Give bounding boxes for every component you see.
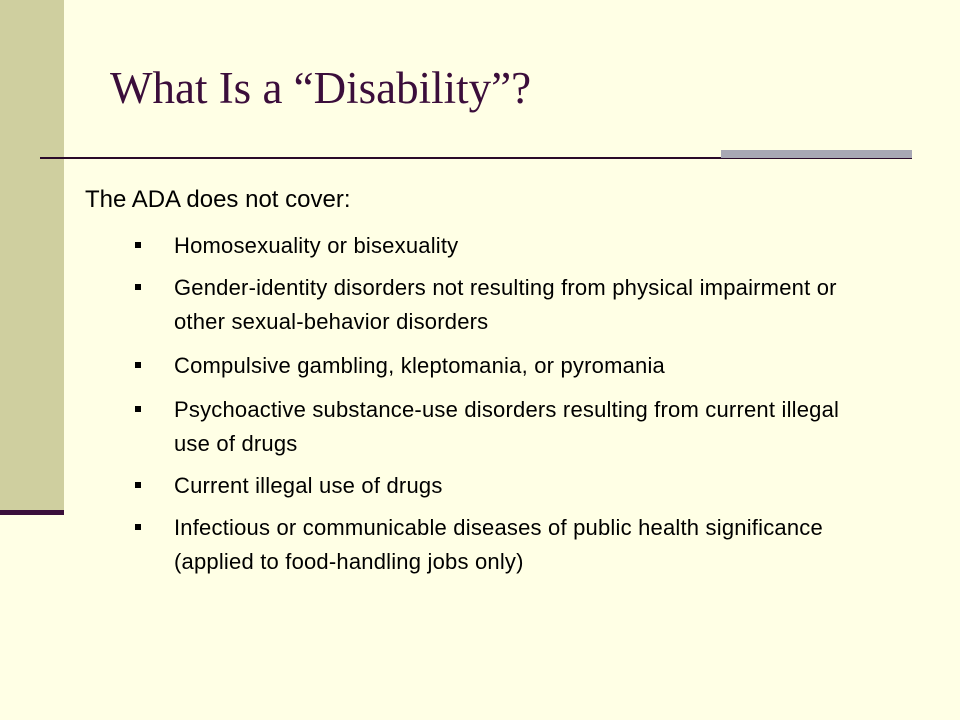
square-bullet-icon (135, 284, 141, 290)
bullet-text: Gender-identity disorders not resulting from physical impairment or other sexual-behavior disorders (174, 275, 837, 334)
bullet-text: Infectious or communicable diseases of public health significance (applied to food-handling jobs only) (174, 515, 823, 574)
square-bullet-icon (135, 362, 141, 368)
square-bullet-icon (135, 406, 141, 412)
square-bullet-icon (135, 242, 141, 248)
bullet-text: Psychoactive substance-use disorders resulting from current illegal use of drugs (174, 397, 840, 456)
bullet-text: Compulsive gambling, kleptomania, or pyromania (174, 353, 665, 378)
bullet-text: Current illegal use of drugs (174, 473, 443, 498)
slide-title: What Is a “Disability”? (110, 63, 532, 113)
square-bullet-icon (135, 482, 141, 488)
bullet-text: Homosexuality or bisexuality (174, 233, 459, 258)
slide-subtitle: The ADA does not cover: (85, 186, 351, 213)
square-bullet-icon (135, 524, 141, 530)
